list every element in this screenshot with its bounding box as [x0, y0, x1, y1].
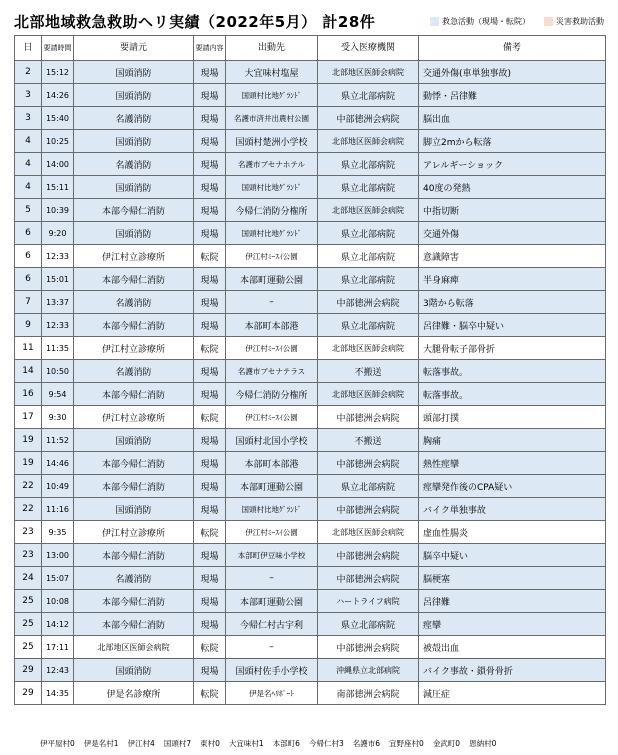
day-cell: 25 [15, 613, 42, 636]
destination-cell: 名護市ブセナテラス [226, 360, 318, 383]
type-cell: 現場 [194, 107, 226, 130]
municipality-count: 恩納村0 [469, 739, 497, 748]
time-cell: 14:12 [42, 613, 74, 636]
hospital-cell: 県立北部病院 [318, 475, 419, 498]
table-row [15, 222, 606, 245]
time-cell: 11:52 [42, 429, 74, 452]
remarks-cell: 転落事故。 [419, 360, 606, 383]
table-row [15, 314, 606, 337]
destination-cell: 名護市ブセナホテル [226, 153, 318, 176]
day-cell: 5 [15, 199, 42, 222]
legend-swatch-disaster [544, 17, 553, 26]
remarks-cell: 大腿骨転子部骨折 [419, 337, 606, 360]
time-cell: 9:30 [42, 406, 74, 429]
type-cell: 現場 [194, 590, 226, 613]
hospital-cell: 県立北部病院 [318, 153, 419, 176]
time-cell: 13:37 [42, 291, 74, 314]
requester-cell: 国頭消防 [74, 130, 194, 153]
remarks-cell: 頭部打撲 [419, 406, 606, 429]
requester-cell: 本部今帰仁消防 [74, 314, 194, 337]
hospital-cell: 北部地区医師会病院 [318, 61, 419, 84]
table-row [15, 406, 606, 429]
requester-cell: 伊江村立診療所 [74, 245, 194, 268]
municipality-count: 本部町6 [272, 739, 300, 748]
destination-cell: 本部町運動公園 [226, 268, 318, 291]
requester-cell: 本部今帰仁消防 [74, 199, 194, 222]
requester-cell: 本部今帰仁消防 [74, 452, 194, 475]
remarks-cell: 脳梗塞 [419, 567, 606, 590]
time-cell: 10:08 [42, 590, 74, 613]
remarks-cell: 意識障害 [419, 245, 606, 268]
time-cell: 10:39 [42, 199, 74, 222]
remarks-cell: 動悸・呂律難 [419, 84, 606, 107]
hospital-cell: 県立北部病院 [318, 176, 419, 199]
hospital-cell: 県立北部病院 [318, 268, 419, 291]
column-header-remarks: 備考 [419, 36, 606, 61]
remarks-cell: 転落事故。 [419, 383, 606, 406]
table-row [15, 498, 606, 521]
table-row [15, 383, 606, 406]
destination-cell: 伊江村ﾐｰｽｲ公園 [226, 406, 318, 429]
legend-label-emergency: 救急活動（現場・転院） [442, 17, 530, 26]
day-cell: 29 [15, 659, 42, 682]
hospital-cell: 中部徳洲会病院 [318, 636, 419, 659]
table-row [15, 130, 606, 153]
type-cell: 現場 [194, 130, 226, 153]
requester-cell: 名護消防 [74, 291, 194, 314]
remarks-cell: 40度の発熱 [419, 176, 606, 199]
remarks-cell: 呂律難 [419, 590, 606, 613]
hospital-cell: 県立北部病院 [318, 222, 419, 245]
type-cell: 現場 [194, 222, 226, 245]
day-cell: 22 [15, 498, 42, 521]
hospital-cell: 北部地区医師会病院 [318, 337, 419, 360]
day-cell: 6 [15, 268, 42, 291]
column-header-hospital: 受入医療機関 [318, 36, 419, 61]
municipality-count: 伊江村4 [127, 739, 155, 748]
type-cell: 現場 [194, 383, 226, 406]
destination-cell: 本部町本部港 [226, 452, 318, 475]
hospital-cell: 県立北部病院 [318, 84, 419, 107]
requester-cell: 本部今帰仁消防 [74, 383, 194, 406]
table-row [15, 567, 606, 590]
remarks-cell: バイク事故・鎖骨骨折 [419, 659, 606, 682]
requester-cell: 名護消防 [74, 107, 194, 130]
table-row [15, 153, 606, 176]
municipality-count: 伊平屋村0 [40, 739, 75, 748]
remarks-cell: 熱性痙攣 [419, 452, 606, 475]
day-cell: 23 [15, 521, 42, 544]
column-header-type: 要請内容 [194, 36, 226, 61]
column-header-time: 要請時間 [42, 36, 74, 61]
hospital-cell: 北部地区医師会病院 [318, 130, 419, 153]
destination-cell: – [226, 636, 318, 659]
table-body [15, 61, 606, 705]
type-cell: 転院 [194, 682, 226, 705]
time-cell: 14:35 [42, 682, 74, 705]
remarks-cell: 交通外傷 [419, 222, 606, 245]
requester-cell: 伊是名診療所 [74, 682, 194, 705]
remarks-cell: 痙攣発作後のCPA疑い [419, 475, 606, 498]
requester-cell: 名護消防 [74, 360, 194, 383]
hospital-cell: 不搬送 [318, 429, 419, 452]
type-cell: 転院 [194, 245, 226, 268]
time-cell: 13:00 [42, 544, 74, 567]
time-cell: 12:33 [42, 245, 74, 268]
destination-cell: 伊江村ﾐｰｽｲ公園 [226, 337, 318, 360]
table-row [15, 337, 606, 360]
time-cell: 15:40 [42, 107, 74, 130]
hospital-cell: 沖縄県立北部病院 [318, 659, 419, 682]
day-cell: 2 [15, 61, 42, 84]
table-row [15, 176, 606, 199]
destination-cell: 国頭村比地ｸﾞﾗﾝﾄﾞ [226, 84, 318, 107]
column-header-day: 日 [15, 36, 42, 61]
day-cell: 23 [15, 544, 42, 567]
type-cell: 現場 [194, 613, 226, 636]
table-row [15, 245, 606, 268]
type-cell: 現場 [194, 475, 226, 498]
hospital-cell: 中部徳洲会病院 [318, 107, 419, 130]
hospital-cell: 県立北部病院 [318, 314, 419, 337]
destination-cell: 大宜味村塩屋 [226, 61, 318, 84]
table-row [15, 613, 606, 636]
day-cell: 4 [15, 130, 42, 153]
remarks-cell: 脚立2mから転落 [419, 130, 606, 153]
destination-cell: 国頭村比地ｸﾞﾗﾝﾄﾞ [226, 222, 318, 245]
time-cell: 9:20 [42, 222, 74, 245]
destination-cell: 本部町本部港 [226, 314, 318, 337]
requester-cell: 本部今帰仁消防 [74, 544, 194, 567]
legend-swatch-emergency [430, 17, 439, 26]
time-cell: 10:49 [42, 475, 74, 498]
day-cell: 25 [15, 590, 42, 613]
requester-cell: 伊江村立診療所 [74, 521, 194, 544]
day-cell: 24 [15, 567, 42, 590]
requester-cell: 本部今帰仁消防 [74, 613, 194, 636]
destination-cell: 国頭村北国小学校 [226, 429, 318, 452]
legend [430, 16, 604, 27]
table-row [15, 107, 606, 130]
requester-cell: 伊江村立診療所 [74, 337, 194, 360]
time-cell: 15:11 [42, 176, 74, 199]
time-cell: 12:43 [42, 659, 74, 682]
destination-cell: 今帰仁消防分権所 [226, 199, 318, 222]
hospital-cell: 中部徳洲会病院 [318, 291, 419, 314]
hospital-cell: 北部地区医師会病院 [318, 383, 419, 406]
destination-cell: 本部町運動公園 [226, 475, 318, 498]
day-cell: 3 [15, 107, 42, 130]
day-cell: 7 [15, 291, 42, 314]
hospital-cell: 中部徳洲会病院 [318, 544, 419, 567]
type-cell: 現場 [194, 498, 226, 521]
destination-cell: 今帰仁消防分権所 [226, 383, 318, 406]
destination-cell: 伊江村ﾐｰｽｲ公園 [226, 245, 318, 268]
table-row [15, 590, 606, 613]
time-cell: 14:00 [42, 153, 74, 176]
type-cell: 転院 [194, 406, 226, 429]
hospital-cell: ハートライフ病院 [318, 590, 419, 613]
type-cell: 現場 [194, 61, 226, 84]
remarks-cell: 交通外傷(車単独事故) [419, 61, 606, 84]
time-cell: 17:11 [42, 636, 74, 659]
type-cell: 現場 [194, 176, 226, 199]
requester-cell: 国頭消防 [74, 84, 194, 107]
destination-cell: – [226, 291, 318, 314]
destination-cell: 伊是名ﾍﾘﾎﾟｰﾄ [226, 682, 318, 705]
hospital-cell: 県立北部病院 [318, 245, 419, 268]
destination-cell: 名護市済井出農村公園 [226, 107, 318, 130]
hospital-cell: 県立北部病院 [318, 613, 419, 636]
requester-cell: 北部地区医師会病院 [74, 636, 194, 659]
municipality-count: 今帰仁村3 [308, 739, 344, 748]
hospital-cell: 北部地区医師会病院 [318, 199, 419, 222]
requester-cell: 国頭消防 [74, 498, 194, 521]
requester-cell: 本部今帰仁消防 [74, 475, 194, 498]
day-cell: 3 [15, 84, 42, 107]
hospital-cell: 中部徳洲会病院 [318, 567, 419, 590]
hospital-cell: 中部徳洲会病院 [318, 452, 419, 475]
table-row [15, 360, 606, 383]
table-row [15, 429, 606, 452]
day-cell: 19 [15, 452, 42, 475]
time-cell: 11:35 [42, 337, 74, 360]
remarks-cell: バイク単独事故 [419, 498, 606, 521]
hospital-cell: 中部徳洲会病院 [318, 498, 419, 521]
type-cell: 現場 [194, 452, 226, 475]
page-title: 北部地域救急救助ヘリ実績（2022年5月） 計28件 [14, 13, 376, 31]
remarks-cell: 中指切断 [419, 199, 606, 222]
time-cell: 9:54 [42, 383, 74, 406]
time-cell: 12:33 [42, 314, 74, 337]
day-cell: 17 [15, 406, 42, 429]
hospital-cell: 中部徳洲会病院 [318, 406, 419, 429]
table-row [15, 268, 606, 291]
time-cell: 14:46 [42, 452, 74, 475]
table-row [15, 682, 606, 705]
requester-cell: 名護消防 [74, 567, 194, 590]
requester-cell: 国頭消防 [74, 429, 194, 452]
day-cell: 4 [15, 153, 42, 176]
requester-cell: 本部今帰仁消防 [74, 590, 194, 613]
table-row [15, 544, 606, 567]
remarks-cell: 3階から転落 [419, 291, 606, 314]
time-cell: 11:16 [42, 498, 74, 521]
day-cell: 4 [15, 176, 42, 199]
requester-cell: 伊江村立診療所 [74, 406, 194, 429]
remarks-cell: アレルギーショック [419, 153, 606, 176]
hospital-cell: 北部地区医師会病院 [318, 521, 419, 544]
destination-cell: 伊江村ﾐｰｽｲ公園 [226, 521, 318, 544]
requester-cell: 本部今帰仁消防 [74, 268, 194, 291]
remarks-cell: 呂律難・脳卒中疑い [419, 314, 606, 337]
requester-cell: 国頭消防 [74, 61, 194, 84]
destination-cell: 国頭村比地ｸﾞﾗﾝﾄﾞ [226, 498, 318, 521]
type-cell: 現場 [194, 544, 226, 567]
table-row [15, 452, 606, 475]
time-cell: 10:50 [42, 360, 74, 383]
municipality-count: 金武町0 [432, 739, 461, 748]
remarks-cell: 胸痛 [419, 429, 606, 452]
destination-cell: 国頭村比地ｸﾞﾗﾝﾄﾞ [226, 176, 318, 199]
remarks-cell: 脳出血 [419, 107, 606, 130]
municipality-count: 大宜味村1 [228, 739, 264, 748]
table-row [15, 636, 606, 659]
municipality-count: 国頭村7 [163, 739, 192, 748]
day-cell: 14 [15, 360, 42, 383]
municipality-count: 伊是名村1 [83, 739, 119, 748]
remarks-cell: 減圧症 [419, 682, 606, 705]
requester-cell: 国頭消防 [74, 176, 194, 199]
day-cell: 6 [15, 222, 42, 245]
table-row [15, 659, 606, 682]
time-cell: 15:01 [42, 268, 74, 291]
column-header-destination: 出動先 [226, 36, 318, 61]
remarks-cell: 痙攣 [419, 613, 606, 636]
destination-cell: – [226, 567, 318, 590]
type-cell: 現場 [194, 268, 226, 291]
legend-item-disaster [544, 16, 604, 27]
time-cell: 15:07 [42, 567, 74, 590]
type-cell: 現場 [194, 291, 226, 314]
requester-cell: 名護消防 [74, 153, 194, 176]
municipality-count: 宜野座村0 [389, 739, 424, 748]
destination-cell: 国頭村楚洲小学校 [226, 130, 318, 153]
time-cell: 15:12 [42, 61, 74, 84]
header-row [15, 36, 606, 61]
type-cell: 現場 [194, 659, 226, 682]
column-header-requester: 要請元 [74, 36, 194, 61]
table-row [15, 521, 606, 544]
table-row [15, 199, 606, 222]
table-row [15, 61, 606, 84]
day-cell: 6 [15, 245, 42, 268]
day-cell: 9 [15, 314, 42, 337]
type-cell: 現場 [194, 199, 226, 222]
day-cell: 22 [15, 475, 42, 498]
remarks-cell: 虚血性腸炎 [419, 521, 606, 544]
table-row [15, 291, 606, 314]
remarks-cell: 脳卒中疑い [419, 544, 606, 567]
legend-item-emergency [430, 16, 530, 27]
type-cell: 転院 [194, 337, 226, 360]
type-cell: 現場 [194, 314, 226, 337]
type-cell: 現場 [194, 84, 226, 107]
type-cell: 現場 [194, 429, 226, 452]
day-cell: 19 [15, 429, 42, 452]
hospital-cell: 南部徳洲会病院 [318, 682, 419, 705]
remarks-cell: 半身麻痺 [419, 268, 606, 291]
requester-cell: 国頭消防 [74, 659, 194, 682]
legend-label-disaster: 災害救助活動 [556, 17, 604, 26]
day-cell: 16 [15, 383, 42, 406]
day-cell: 11 [15, 337, 42, 360]
municipality-count: 名護市6 [352, 739, 381, 748]
destination-cell: 本部町伊豆味小学校 [226, 544, 318, 567]
hospital-cell: 不搬送 [318, 360, 419, 383]
day-cell: 29 [15, 682, 42, 705]
time-cell: 9:35 [42, 521, 74, 544]
type-cell: 転院 [194, 636, 226, 659]
header [0, 0, 618, 38]
table-row [15, 475, 606, 498]
municipality-count: 東村0 [200, 739, 220, 748]
records-table [14, 35, 606, 705]
requester-cell: 国頭消防 [74, 222, 194, 245]
type-cell: 現場 [194, 360, 226, 383]
type-cell: 現場 [194, 153, 226, 176]
table-row [15, 84, 606, 107]
time-cell: 10:25 [42, 130, 74, 153]
day-cell: 25 [15, 636, 42, 659]
destination-cell: 本部町運動公園 [226, 590, 318, 613]
destination-cell: 今帰仁村古宇利 [226, 613, 318, 636]
type-cell: 現場 [194, 567, 226, 590]
municipality-counts [40, 738, 496, 749]
time-cell: 14:26 [42, 84, 74, 107]
remarks-cell: 被殻出血 [419, 636, 606, 659]
type-cell: 転院 [194, 521, 226, 544]
destination-cell: 国頭村佐手小学校 [226, 659, 318, 682]
